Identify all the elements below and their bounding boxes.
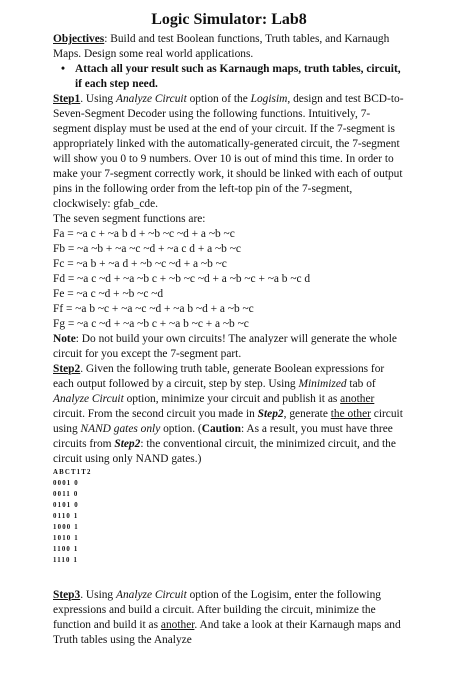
step1-text-3: , design and test BCD-to-Seven-Segment Decoder using the following functions. Intuitively, 7-segment display must be used at the end of your circuit. If the 7-segment is appropriately linked with the automatically-generated circuit, the 7-segment will show you 0 to 9 numbers. Over 10 is out of mind this time. In order to make your 7-segment correctly work, it should be linked with each of output pins in the following order from the left-top pin of the 7-segment, clockwisely: gfab_cde.	[53, 93, 404, 210]
truth-table-row: 1110 1	[53, 557, 79, 564]
truth-table-row: 0110 1	[53, 513, 79, 520]
equation-fg: Fg = ~a c ~d + ~a ~b c + ~a b ~c + a ~b ~c	[53, 318, 249, 330]
step2-text-6: circuit using	[53, 408, 403, 435]
step1-analyze-circuit: Analyze Circuit	[115, 93, 187, 105]
step1-label: Step1	[53, 93, 81, 105]
step2-ref: Step2	[257, 408, 284, 420]
step2-text-3: option, minimize your circuit and publish it as	[123, 393, 341, 405]
page-title: Logic Simulator: Lab8	[151, 11, 307, 28]
step3-text-3: . And take a look at their Karnaugh maps and Truth tables using the Analyze	[53, 619, 401, 646]
note-text: : Do not build your own circuits! The analyzer will generate the whole circuit for you except the 7-segment part.	[53, 333, 397, 360]
step3-another: another	[160, 619, 195, 631]
truth-table-row: 1010 1	[53, 535, 79, 542]
objectives-label: Objectives	[53, 33, 105, 45]
truth-table-row: 0011 0	[53, 491, 79, 498]
truth-table-row: 0101 0	[53, 502, 79, 509]
equation-fd: Fd = ~a c ~d + ~a ~b c + ~b ~c ~d + a ~b ~c + ~a b ~c d	[53, 273, 311, 285]
truth-table	[53, 467, 405, 566]
step2-text-8: : As a result, you must have three circuits from	[53, 423, 393, 450]
objectives-paragraph	[53, 32, 405, 62]
note-paragraph	[53, 332, 405, 362]
step2-text-2: tab of	[346, 378, 376, 390]
caution-label: Caution	[201, 423, 241, 435]
step2-nand-only: NAND gates only	[80, 423, 161, 435]
step2-text-1: . Given the following truth table, generate Boolean expressions for each output followed by a circuit, step by step. Using	[53, 363, 385, 390]
document-content	[53, 10, 405, 648]
step2-minimized: Minimized	[298, 378, 347, 390]
step1-logisim: Logisim	[250, 93, 288, 105]
step1-text-2: option of the	[186, 93, 251, 105]
step3-analyze-circuit: Analyze Circuit	[115, 589, 187, 601]
step3-text-1: . Using	[80, 589, 116, 601]
step1-paragraph	[53, 92, 405, 212]
equation-ff: Ff = ~a b ~c + ~a ~c ~d + ~a b ~d + a ~b ~c	[53, 303, 254, 315]
step2-ref-2: Step2	[114, 438, 141, 450]
step3-text-2: option of the Logisim, enter the following expressions and build a circuit. After building the circuit, minimize the function and build it as	[53, 589, 381, 631]
page-cutoff	[0, 696, 462, 700]
equation-fa: Fa = ~a c + ~a b d + ~b ~c ~d + a ~b ~c	[53, 228, 235, 240]
objectives-text: : Build and test Boolean functions, Truth tables, and Karnaugh Maps. Design some real world applications.	[53, 33, 390, 60]
step2-text-9: : the conventional circuit, the minimized circuit, and the circuit using only NAND gates.)	[53, 438, 396, 465]
bullet-icon: •	[61, 63, 65, 75]
equation-fe: Fe = ~a c ~d + ~b ~c ~d	[53, 288, 164, 300]
step2-another: another	[340, 393, 375, 405]
step3-paragraph	[53, 588, 405, 648]
step2-text-4: circuit. From the second circuit you made in	[53, 408, 258, 420]
equation-fb: Fb = ~a ~b + ~a ~c ~d + ~a c d + a ~b ~c	[53, 243, 241, 255]
attach-results-bullet	[53, 62, 405, 92]
functions-intro: The seven segment functions are:	[53, 213, 206, 225]
note-label: Note	[53, 333, 76, 345]
section-spacer	[53, 566, 405, 588]
truth-table-row: 1100 1	[53, 546, 79, 553]
step2-text-5: , generate	[283, 408, 331, 420]
bullet-text: Attach all your result such as Karnaugh maps, truth tables, circuit, if each step need.	[75, 63, 401, 90]
step1-text-1: . Using	[80, 93, 116, 105]
truth-table-row: 1000 1	[53, 524, 79, 531]
truth-table-header: ABCT1T2	[53, 469, 92, 476]
step3-label: Step3	[53, 589, 81, 601]
truth-table-row: 0001 0	[53, 480, 79, 487]
step2-the-other: the other	[330, 408, 371, 420]
step2-paragraph	[53, 362, 405, 467]
step2-label: Step2	[53, 363, 81, 375]
step2-text-7: option. (	[160, 423, 202, 435]
step2-analyze-circuit: Analyze Circuit	[53, 393, 124, 405]
equation-fc: Fc = ~a b + ~a d + ~b ~c ~d + a ~b ~c	[53, 258, 227, 270]
